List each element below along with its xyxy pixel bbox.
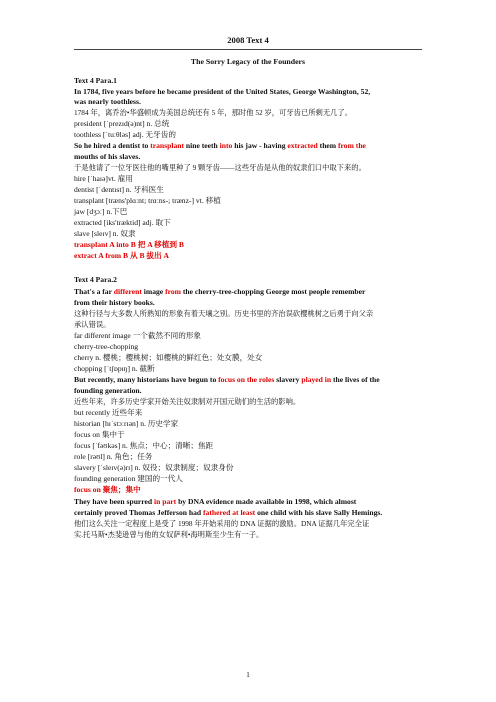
para2-translation1-line2: 承认错误。 (74, 320, 111, 329)
para2-translation2: 近些年来，许多历史学家开始关注奴隶制对开国元勋们的生活的影响。 (74, 397, 301, 406)
para2-sentence2-line1: But recently, many historians have begun to focus on the roles slavery played in the lives of the (74, 375, 380, 384)
para2-sentence1-line1: That's a far different image from the cherry-tree-chopping George most people remember (74, 287, 366, 296)
para2-translation1-line1: 这种行径与大多数人所熟知的形象有着天壤之别。历史书里的齐治误砍樱桃树之后勇于向父亲 (74, 309, 374, 318)
vocab-cherry: cherry n. 樱桃；樱桃树；如樱桃的鲜红色；处女膜，处女 (74, 353, 263, 362)
vocab-extracted: extracted [iks'træktid] adj. 取下 (74, 218, 171, 227)
para2-heading: Text 4 Para.2 (74, 275, 117, 284)
vocab-role: role [rəʊl] n. 角色；任务 (74, 452, 153, 461)
header-rule (74, 49, 422, 50)
vocab-president: president [ˈprezɪd(ə)nt] n. 总统 (74, 119, 170, 128)
vocab-focus-on: focus on 集中于 (74, 430, 125, 439)
phrase-extract-from: extract A from B 从 B 拔出 A (74, 251, 169, 260)
para1-sentence2-line2: mouths of his slaves. (74, 152, 141, 161)
vocab-but-recently: but recently 近些年来 (74, 408, 143, 417)
para2-sentence3-line1: They have been spurred in part by DNA evidence made available in 1998, which almost (74, 497, 357, 506)
phrase-focus-on: focus on 聚焦；集中 (74, 485, 141, 494)
vocab-chopping: chopping [ˈtʃɒpɪŋ] n. 截断 (74, 364, 155, 373)
vocab-slavery: slavery [ˈsleɪv(ə)rɪ] n. 奴役；奴隶制度；奴隶身份 (74, 463, 234, 472)
para1-sentence1-line1: In 1784, five years before he became president of the United States, George Washington, 52, (74, 87, 371, 96)
vocab-hire: hire [ˈhaɪə]vt. 雇用 (74, 174, 133, 183)
vocab-slave: slave [sleɪv] n. 奴隶 (74, 229, 136, 238)
para1-sentence1-line2: was nearly toothless. (74, 97, 141, 106)
vocab-transplant: transplant [træns'plɑːnt; trɑːns-; trænz-] vt. 移植 (74, 196, 221, 205)
para1-heading: Text 4 Para.1 (74, 76, 117, 85)
para2-sentence1-line2: from their history books. (74, 298, 155, 307)
para1-translation2: 于是他请了一位牙医往他的嘴里种了 9 颗牙齿——这些牙齿是从他的奴隶们口中取下来的。 (74, 163, 366, 172)
vocab-jaw: jaw [dʒɔː] n.下巴 (74, 207, 128, 216)
page-number: 1 (246, 670, 250, 679)
phrase-transplant-into: transplant A into B 把 A 移植到 B (74, 240, 184, 249)
vocab-dentist: dentist [ˈdentɪst] n. 牙科医生 (74, 185, 164, 194)
para2-translation3-line1: 他们这么关注一定程度上是受了 1998 年开始采用的 DNA 证据的激励。DNA 证据几年完全证 (74, 519, 370, 528)
vocab-historian: historian [hɪˈstɔːrɪən] n. 历史学家 (74, 419, 179, 428)
vocab-toothless: toothless [ˈtuːθləs] adj. 无牙齿的 (74, 130, 176, 139)
vocab-cherry-tree-chopping: cherry-tree-chopping (74, 342, 139, 351)
vocab-far-different-image: far different image 一个截然不同的形象 (74, 331, 202, 340)
para1-sentence2-line1: So he hired a dentist to transplant nine teeth into his jaw - having extracted them from the (74, 141, 366, 150)
para1-translation1: 1784 年，离乔治•华盛顿成为美国总统还有 5 年，那时他 52 岁，可牙齿已所剩无几了。 (74, 108, 353, 117)
vocab-focus: focus [ˈfəʊkəs] n. 焦点；中心；清晰；焦距 (74, 441, 214, 450)
para2-translation3-line2: 实.托马斯•杰斐逊曾与他的女奴萨利•海明斯至少生有一子。 (74, 530, 264, 539)
document-title: The Sorry Legacy of the Founders (190, 57, 306, 66)
vocab-founding-generation: founding generation 建国的一代人 (74, 474, 183, 483)
para2-sentence3-line2: certainly proved Thomas Jefferson had fathered at least one child with his slave Sally Hemings. (74, 508, 383, 517)
para2-sentence2-line2: founding generation. (74, 386, 142, 395)
page-header: 2008 Text 4 (227, 35, 269, 45)
